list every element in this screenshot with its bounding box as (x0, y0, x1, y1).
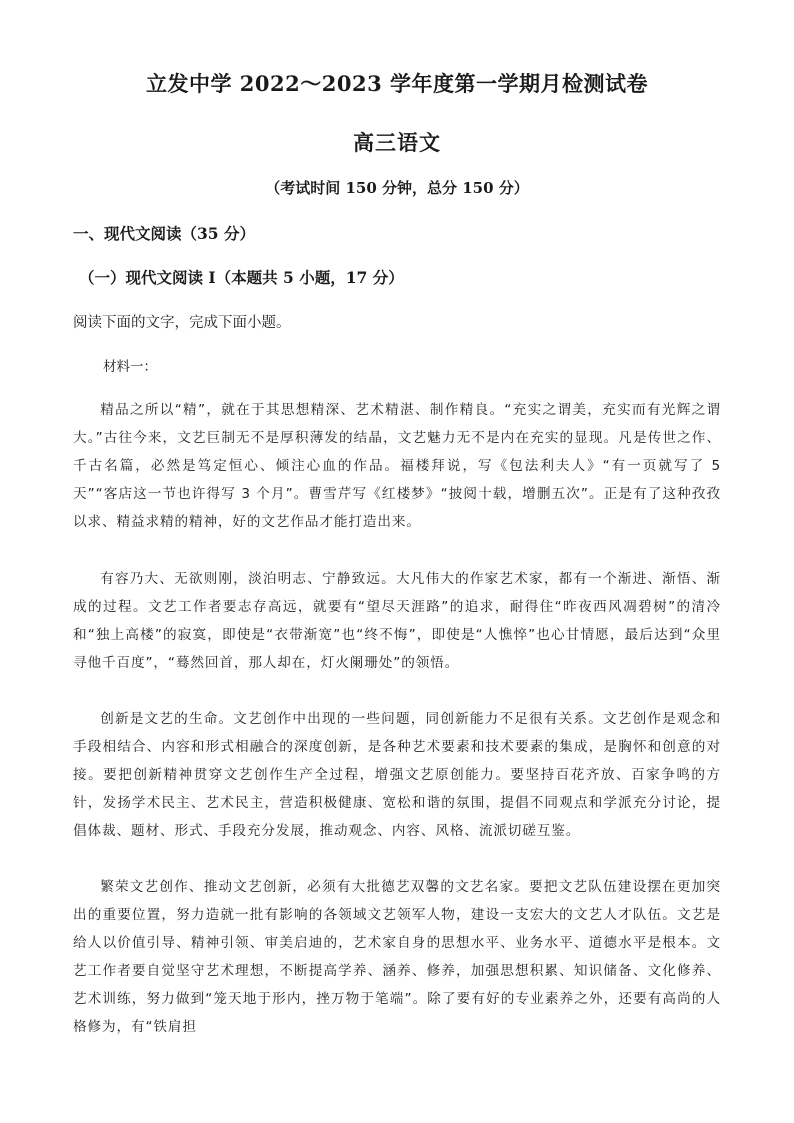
exam-title: 立发中学 2022～2023 学年度第一学期月检测试卷 (145, 71, 648, 96)
section-heading-part1: 一、现代文阅读（35 分） (73, 224, 255, 243)
paragraph: 精品之所以“精”，就在于其思想精深、艺术精湛、制作精良。“充实之谓美，充实而有光辉之谓大。”古往今来，文艺巨制无不是厚积薄发的结晶，文艺魅力无不是内在充实的显现。凡是传世之作、千古名篇，必然是笃定恒心、倾注心血的作品。福楼拜说，写《包法利夫人》“有一页就写了 5 天”“客店这一节也许得写 3 个月”。曹雪芹写《红楼梦》“披阅十载，增删五次”。正是有了这种孜孜以求、精益求精的精神，好的文艺作品才能打造出来。 (73, 402, 721, 530)
section-heading-part1-sub1: （一）现代文阅读 I（本题共 5 小题，17 分） (79, 268, 404, 287)
reading-instruction: 阅读下面的文字，完成下面小题。 (73, 315, 291, 331)
exam-info: （考试时间 150 分钟，总分 150 分） (265, 179, 529, 197)
material-label: 材料一： (103, 359, 157, 375)
paragraph: 繁荣文艺创作、推动文艺创新，必须有大批德艺双馨的文艺名家。要把文艺队伍建设摆在更加突出的重要位置，努力造就一批有影响的各领域文艺领军人物，建设一支宏大的文艺人才队伍。文艺是给人以价值引导、精神引领、审美启迪的，艺术家自身的思想水平、业务水平、道德水平是根本。文艺工作者要自觉坚守艺术理想，不断提高学养、涵养、修养，加强思想积累、知识储备、文化修养、艺术训练，努力做到“笼天地于形内，挫万物于笔端”。除了要有好的专业素养之外，还要有高尚的人格修为，有“铁肩担 (73, 879, 721, 1035)
paragraph: 有容乃大、无欲则刚，淡泊明志、宁静致远。大凡伟大的作家艺术家，都有一个渐进、渐悟、渐成的过程。文艺工作者要志存高远，就要有“望尽天涯路”的追求，耐得住“昨夜西风凋碧树”的清冷和“独上高楼”的寂寞，即使是“衣带渐宽”也“终不悔”，即使是“人憔悴”也心甘情愿，最后达到“众里寻他千百度”，“蓦然回首，那人却在，灯火阑珊处”的领悟。 (73, 571, 721, 671)
subject-title: 高三语文 (353, 130, 441, 155)
paragraph: 创新是文艺的生命。文艺创作中出现的一些问题，同创新能力不足很有关系。文艺创作是观念和手段相结合、内容和形式相融合的深度创新，是各种艺术要素和技术要素的集成，是胸怀和创意的对接。要把创新精神贯穿文艺创作生产全过程，增强文艺原创能力。要坚持百花齐放、百家争鸣的方针，发扬学术民主、艺术民主，营造积极健康、宽松和谐的氛围，提倡不同观点和学派充分讨论，提倡体裁、题材、形式、手段充分发展，推动观念、内容、风格、流派切磋互鉴。 (73, 711, 721, 839)
